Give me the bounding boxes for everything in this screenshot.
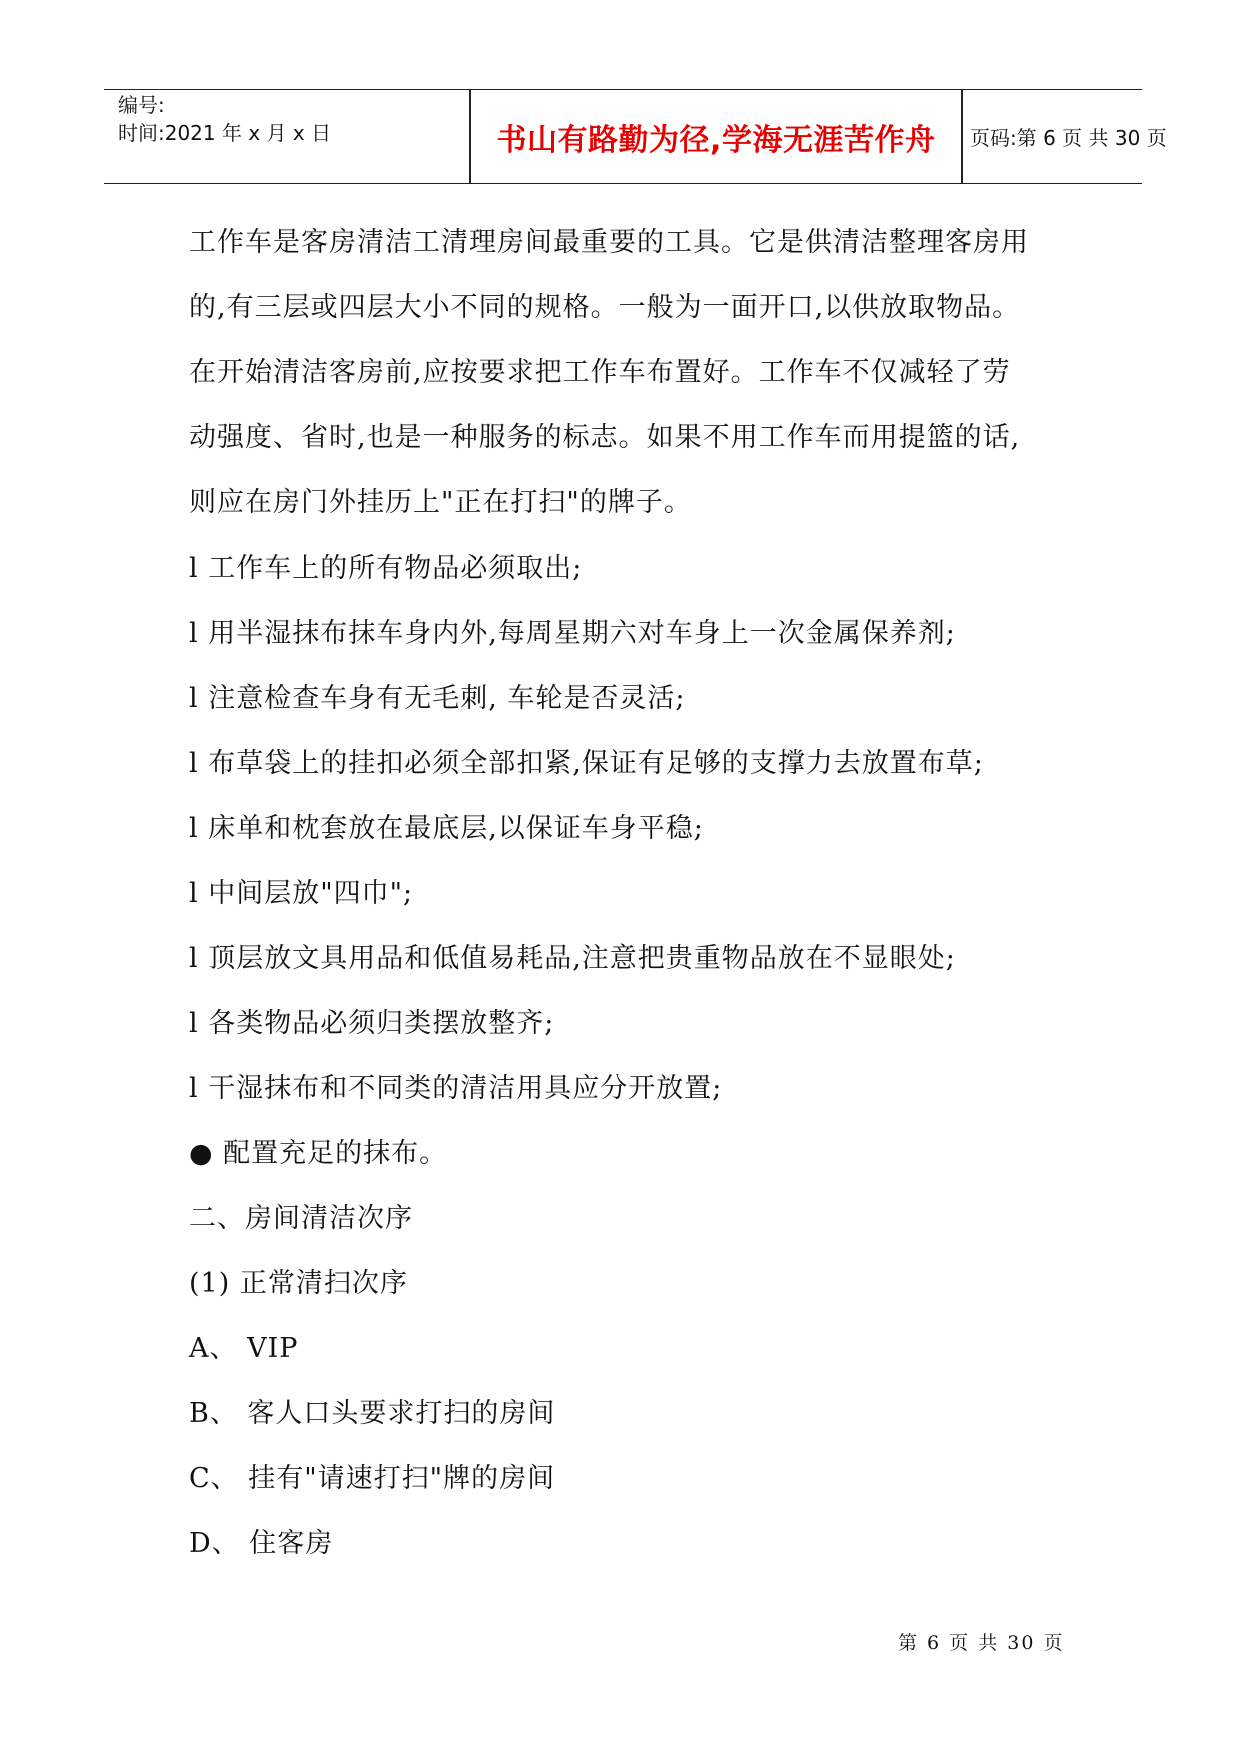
list-item: l 中间层放"四巾"; (189, 878, 414, 909)
header-meta (118, 90, 468, 183)
page-header (104, 89, 1167, 184)
ordered-item: A、 VIP (189, 1333, 299, 1364)
body-paragraph-line: 的,有三层或四层大小不同的规格。一般为一面开口,以供放取物品。 (189, 292, 1021, 323)
ordered-item: C、 挂有"请速打扫"牌的房间 (189, 1463, 556, 1494)
list-item: l 用半湿抹布抹车身内外,每周星期六对车身上一次金属保养剂; (189, 618, 956, 649)
subsection-heading: (1) 正常清扫次序 (189, 1268, 408, 1299)
body-paragraph-line: 动强度、省时,也是一种服务的标志。如果不用工作车而用提篮的话, (189, 422, 1021, 453)
list-item: l 注意检查车身有无毛刺, 车轮是否灵活; (189, 683, 686, 714)
ordered-item: B、 客人口头要求打扫的房间 (189, 1398, 556, 1429)
header-divider (469, 90, 471, 183)
section-heading: 二、房间清洁次序 (189, 1203, 413, 1234)
body-paragraph-line: 工作车是客房清洁工清理房间最重要的工具。它是供清洁整理客房用 (189, 227, 1029, 258)
header-divider (961, 90, 963, 183)
list-item: l 布草袋上的挂扣必须全部扣紧,保证有足够的支撑力去放置布草; (189, 748, 984, 779)
list-item: l 顶层放文具用品和低值易耗品,注意把贵重物品放在不显眼处; (189, 943, 956, 974)
list-item: l 工作车上的所有物品必须取出; (189, 553, 583, 584)
list-item: l 各类物品必须归类摆放整齐; (189, 1008, 555, 1039)
ordered-item: D、 住客房 (189, 1528, 334, 1559)
list-item: l 床单和枕套放在最底层,以保证车身平稳; (189, 813, 704, 844)
body-paragraph-line: 则应在房门外挂历上"正在打扫"的牌子。 (189, 487, 692, 518)
header-page-info: 页码:第 6 页 共 30 页 (970, 126, 1167, 150)
page-footer: 第 6 页 共 30 页 (898, 1632, 1065, 1654)
bullet-item: ● 配置充足的抹布。 (189, 1138, 448, 1169)
list-item: l 干湿抹布和不同类的清洁用具应分开放置; (189, 1073, 723, 1104)
document-time-label: 时间:2021 年 x 月 x 日 (118, 121, 332, 145)
header-slogan: 书山有路勤为径,学海无涯苦作舟 (496, 122, 936, 158)
body-paragraph-line: 在开始清洁客房前,应按要求把工作车布置好。工作车不仅减轻了劳 (189, 357, 1011, 388)
document-number-label: 编号: (118, 93, 165, 117)
